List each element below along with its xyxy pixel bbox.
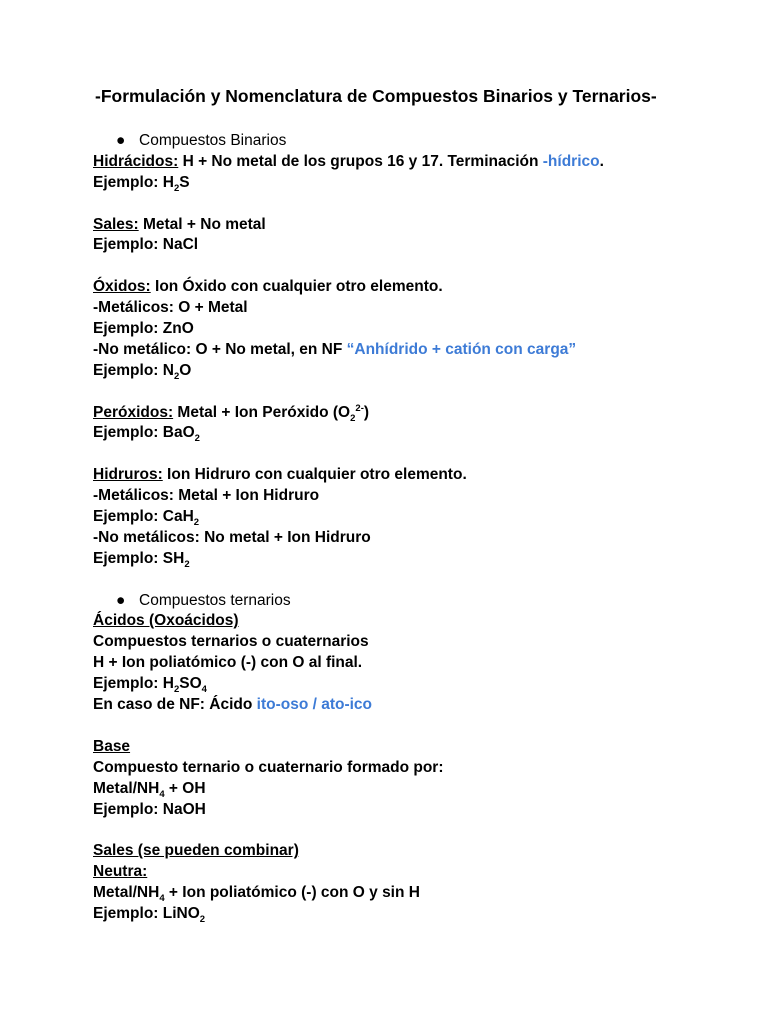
formula-part: SH xyxy=(162,549,185,567)
example-label: Ejemplo: xyxy=(93,904,163,922)
oxidos-nometalico xyxy=(93,340,733,361)
hidruros-example-1 xyxy=(93,507,733,528)
bullet-icon: ● xyxy=(116,132,126,149)
neutra-example xyxy=(93,904,733,925)
base-line-1: Compuesto ternario o cuaternario formado por: xyxy=(93,758,444,776)
formula-subscript: 2 xyxy=(350,412,356,424)
section-heading-ternarios: Compuestos ternarios xyxy=(139,591,291,609)
example-label: Ejemplo: xyxy=(93,361,163,379)
formula-part: H xyxy=(162,675,174,693)
formula-part: CaH xyxy=(162,508,194,526)
neutra-label: Neutra: xyxy=(93,863,148,881)
base-example: Ejemplo: NaOH xyxy=(93,800,206,818)
hidracidos-highlight: -hídrico xyxy=(542,152,600,170)
hidracidos-example xyxy=(93,173,733,194)
hidruros-nometalicos: -No metálicos: No metal + Ion Hidruro xyxy=(93,528,371,546)
formula-subscript: 2 xyxy=(173,370,180,382)
hidracidos-label: Hidrácidos: xyxy=(93,152,179,170)
formula-subscript: 4 xyxy=(159,788,165,800)
sales-ternarias-label: Sales (se pueden combinar) xyxy=(93,842,299,860)
oxidos-example-2 xyxy=(93,361,733,382)
example-label: Ejemplo: xyxy=(93,508,163,526)
example-label: Ejemplo: xyxy=(93,173,163,191)
formula-part: Metal/NH xyxy=(93,779,160,797)
oxidos-highlight: “Anhídrido + catión con carga” xyxy=(346,340,577,358)
hidruros-label: Hidruros: xyxy=(93,466,163,484)
formula-part: + Ion poliatómico (-) con O y sin H xyxy=(164,884,420,902)
acidos-nf xyxy=(93,695,733,716)
formula-subscript: 2 xyxy=(173,182,180,194)
formula-part: LiNO xyxy=(162,904,200,922)
formula-part: Metal/NH xyxy=(93,884,160,902)
peroxidos-text: Metal + Ion Peróxido (O xyxy=(173,403,351,421)
base-label: Base xyxy=(93,737,131,755)
hidruros-definition xyxy=(93,465,733,486)
formula-subscript: 4 xyxy=(159,893,165,905)
oxidos-metalicos: -Metálicos: O + Metal xyxy=(93,299,248,317)
acidos-example xyxy=(93,674,733,695)
example-label: Ejemplo: xyxy=(93,549,163,567)
hidracidos-end: . xyxy=(599,152,604,170)
hidracidos-definition xyxy=(93,152,733,173)
formula-part: O xyxy=(179,361,192,379)
section-heading-binarios: Compuestos Binarios xyxy=(139,132,287,149)
acidos-line-2: H + Ion poliatómico (-) con O al final. xyxy=(93,654,363,672)
acidos-nf-text: En caso de NF: Ácido xyxy=(93,696,257,714)
formula-subscript: 2 xyxy=(199,914,206,926)
oxidos-nometalico-text: -No metálico: O + No metal, en NF xyxy=(93,340,347,358)
formula-subscript: 2 xyxy=(193,517,200,529)
sales-text: Metal + No metal xyxy=(138,215,266,233)
hidruros-example-2 xyxy=(93,549,733,570)
oxidos-definition xyxy=(93,277,733,298)
hidracidos-text: H + No metal de los grupos 16 y 17. Terminación xyxy=(178,152,543,170)
formula-part: N xyxy=(162,361,174,379)
peroxidos-example xyxy=(93,423,733,444)
formula-part: ) xyxy=(363,403,370,421)
hidruros-metalicos: -Metálicos: Metal + Ion Hidruro xyxy=(93,487,320,505)
base-formula xyxy=(93,779,733,800)
formula-superscript: 2- xyxy=(355,402,364,414)
oxidos-text: Ion Óxido con cualquier otro elemento. xyxy=(150,278,443,296)
peroxidos-label: Peróxidos: xyxy=(93,403,174,421)
bullet-icon: ● xyxy=(116,591,126,609)
example-label: Ejemplo: xyxy=(93,424,163,442)
formula-part: S xyxy=(179,173,190,191)
formula-part: BaO xyxy=(162,424,195,442)
sales-definition xyxy=(93,215,733,236)
acidos-label: Ácidos (Oxoácidos) xyxy=(93,612,239,630)
oxidos-example-1: Ejemplo: ZnO xyxy=(93,320,194,338)
example-label: Ejemplo: xyxy=(93,675,163,693)
acidos-highlight: ito-oso / ato-ico xyxy=(256,696,373,714)
list-item-ternarios xyxy=(93,591,733,612)
sales-label: Sales: xyxy=(93,215,139,233)
page-title: -Formulación y Nomenclatura de Compuestos Binarios y Ternarios- xyxy=(95,86,657,106)
formula-subscript: 4 xyxy=(201,684,207,696)
formula-subscript: 2 xyxy=(194,433,200,445)
formula-subscript: 2 xyxy=(184,558,190,570)
list-item-binarios xyxy=(93,131,733,152)
neutra-formula xyxy=(93,883,733,904)
sales-example: Ejemplo: NaCl xyxy=(93,236,199,254)
formula-part: + OH xyxy=(164,779,206,797)
peroxidos-definition xyxy=(93,403,733,424)
formula-subscript: 2 xyxy=(173,684,180,696)
formula-part: SO xyxy=(179,675,202,693)
formula-part: H xyxy=(162,173,174,191)
acidos-line-1: Compuestos ternarios o cuaternarios xyxy=(93,633,369,651)
oxidos-label: Óxidos: xyxy=(93,278,151,296)
document-body xyxy=(93,131,733,925)
hidruros-text: Ion Hidruro con cualquier otro elemento. xyxy=(162,466,467,484)
